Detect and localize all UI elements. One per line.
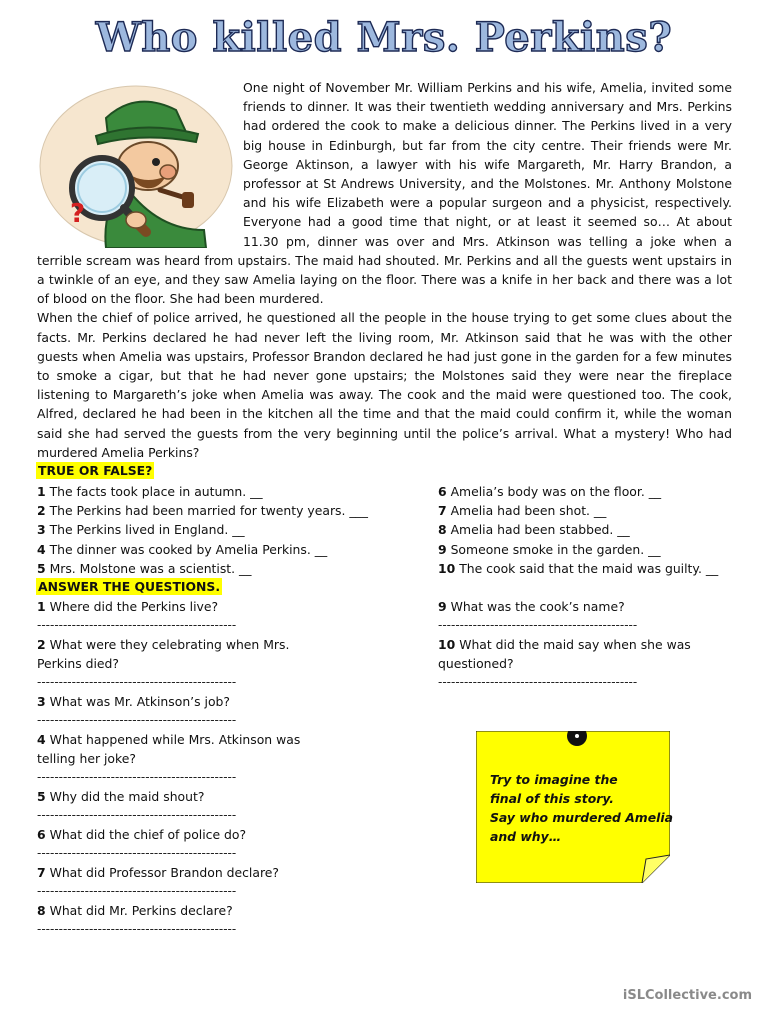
list-item: 8 Amelia had been stabbed. __ [438,522,630,538]
answer-line: ---------------------------------------------- [37,675,237,689]
true-false-left-list [37,482,368,578]
sticky-note-text: Try to imagine the final of this story. Say who murdered Amelia and why… [490,772,673,844]
question-item: 8 What did Mr. Perkins declare? ---------------------------------------------- [37,901,307,939]
story-text [37,78,732,462]
questions-left-list [37,597,307,939]
question-item: 3 What was Mr. Atkinson’s job? ---------------------------------------------- [37,692,307,730]
list-item: 6 Amelia’s body was on the floor. __ [438,484,662,499]
question-item: 7 What did Professor Brandon declare? ---------------------------------------------- [37,863,307,901]
true-false-right-list [438,482,718,578]
answer-line: ---------------------------------------------- [37,808,237,822]
answer-line: ---------------------------------------------- [37,922,237,936]
list-item: 2 The Perkins had been married for twenty years. ___ [37,503,368,519]
footer-watermark: iSLCollective.com [622,988,752,1003]
question-item: 6 What did the chief of police do? ---------------------------------------------- [37,825,307,863]
answer-line: ---------------------------------------------- [37,770,237,784]
questions-right-list [438,597,708,692]
question-item: 2 What were they celebrating when Mrs. Perkins died? ---------------------------------------------- [37,635,307,692]
list-item: 7 Amelia had been shot. __ [438,503,607,519]
question-item: 1 Where did the Perkins live? ---------------------------------------------- [37,597,307,635]
answer-line: ---------------------------------------------- [37,618,237,632]
question-item: 9 What was the cook’s name? ---------------------------------------------- [438,597,708,635]
story-paragraph-1: One night of November Mr. William Perkins and his wife, Amelia, invited some friends to dinner. It was their twentieth wedding anniversary and Mrs. Perkins had ordered the cook to make a delicious dinner. The Perkins lived in a very big house in Edinburgh, but far from the city centre. Their friends were Mr. George Aktinson, a lawyer with his wife Margareth, Mr. Harry Brandon, a professor at St Andrews University, and the Molstones. Mr. Anthony Molstone and his wife Elizabeth were a popular surgeon and a physicist, respectively. Everyone had a good time that night, or at least it seemed so… At about 11.30 pm, dinner was over and Mrs. Atkinson was telling a joke when a terrible scream was heard from upstairs. The maid had shouted. Mr. Perkins and all the guests went upstairs in a twinkle of an eye, and they saw Amelia laying on the floor. There was a knife in her back and there was a lot of blood on the floor. She had been murdered. [37,80,732,307]
question-item: 4 What happened while Mrs. Atkinson was telling her joke? ---------------------------------------------- [37,730,307,787]
list-item: 1 The facts took place in autumn. __ [37,484,263,499]
answer-line: ---------------------------------------------- [37,713,237,727]
svg-text:?: ? [70,199,86,229]
page-title: Who killed Mrs. Perkins? [95,14,673,61]
questions-heading: ANSWER THE QUESTIONS. [38,579,221,594]
list-item: 10 The cook said that the maid was guilty. __ [438,560,719,576]
question-item: 10 What did the maid say when she was questioned? ---------------------------------------------- [438,635,708,692]
question-item: 5 Why did the maid shout? ---------------------------------------------- [37,787,307,825]
answer-line: ---------------------------------------------- [438,618,638,632]
list-item: 4 The dinner was cooked by Amelia Perkins. __ [37,541,328,557]
list-item: 5 Mrs. Molstone was a scientist. __ [37,560,252,576]
story-paragraph-2: When the chief of police arrived, he questioned all the people in the house trying to get some clues about the facts. Mr. Perkins declared he had never left the living room, Mr. Atkinson said that he was with the other guests when Amelia was upstairs, Professor Brandon declared he had just gone in the garden for a few minutes to smoke a cigar, but that he had never gone upstairs; the Molstones said they were near the fireplace listening to Margareth’s joke when Amelia was away. The cook and the maid were questioned too. The cook, Alfred, declared he had been in the kitchen all the time and that the maid could confirm it, while the woman said she had served the guests from the very beginning until the police’s arrival. What a mystery! Who had murdered Amelia Perkins? [37,310,732,460]
list-item: 3 The Perkins lived in England. __ [37,522,245,538]
answer-line: ---------------------------------------------- [37,846,237,860]
answer-line: ---------------------------------------------- [438,675,638,689]
list-item: 9 Someone smoke in the garden. __ [438,541,661,557]
true-false-heading: TRUE OR FALSE? [38,463,153,478]
answer-line: ---------------------------------------------- [37,884,237,898]
